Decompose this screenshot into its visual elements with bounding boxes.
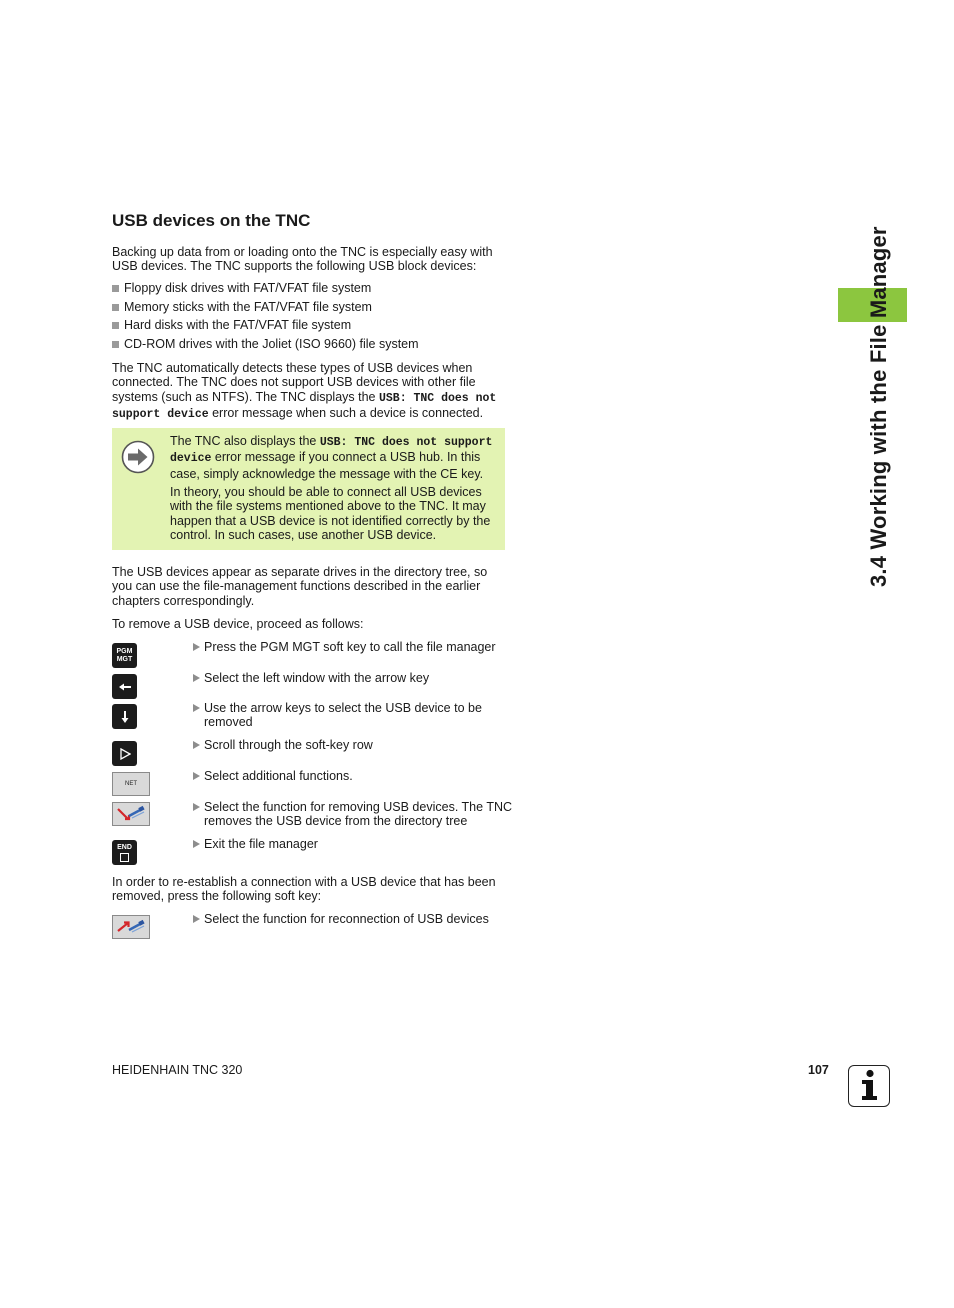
step-text: Press the PGM MGT soft key to call the file manager <box>193 640 513 654</box>
net-softkey[interactable]: NET <box>112 772 150 796</box>
step-triangle-icon <box>193 772 200 780</box>
list-item: Hard disks with the FAT/VFAT file system <box>112 318 512 337</box>
note-paragraph-2: In theory, you should be able to connect all USB devices with the file systems mentioned above to the TNC. It may happen that a USB device is not identified correctly by the control. In such cases, use another USB device. <box>170 485 491 543</box>
step-text: Select the function for reconnection of USB devices <box>193 912 513 926</box>
error-message-code: USB: TNC does not support device <box>170 436 493 466</box>
usb-device-list <box>112 281 512 355</box>
bullet-square-icon <box>112 304 119 311</box>
arrow-down-key[interactable] <box>112 704 137 729</box>
section-heading: USB devices on the TNC <box>112 211 311 230</box>
info-icon <box>848 1065 890 1107</box>
usb-reconnect-softkey[interactable] <box>112 915 150 939</box>
detect-paragraph: The TNC automatically detects these types of USB devices when connected. The TNC does not support USB devices with other file systems (such as NTFS). The TNC displays the USB: TNC does not support device error message when such a device is connected. <box>112 361 497 422</box>
note-paragraph-1: The TNC also displays the USB: TNC does not support device error message if you connect a USB hub. In this case, simply acknowledge the message with the CE key. <box>170 434 493 481</box>
chapter-title: 3.4 Working with the File Manager <box>866 226 891 587</box>
next-softkey-row-key[interactable] <box>112 741 137 766</box>
step-triangle-icon <box>193 840 200 848</box>
reconnect-paragraph: In order to re-establish a connection with a USB device that has been removed, press the following soft key: <box>112 875 496 904</box>
arrow-down-icon <box>120 710 130 724</box>
end-square-icon <box>120 853 129 862</box>
arrow-left-key[interactable] <box>112 674 137 699</box>
list-item: Memory sticks with the FAT/VFAT file system <box>112 300 512 319</box>
step-text: Exit the file manager <box>193 837 513 851</box>
step-text: Select the function for removing USB devices. The TNC removes the USB device from the directory tree <box>193 800 513 829</box>
drives-paragraph: The USB devices appear as separate drives in the directory tree, so you can use the file-management functions described in the earlier chapters correspondingly. <box>112 565 488 608</box>
step-triangle-icon <box>193 674 200 682</box>
step-text: Scroll through the soft-key row <box>193 738 513 752</box>
page-number: 107 <box>808 1063 829 1077</box>
play-next-icon <box>119 748 131 760</box>
step-triangle-icon <box>193 704 200 712</box>
bullet-square-icon <box>112 285 119 292</box>
intro-paragraph: Backing up data from or loading onto the TNC is especially easy with USB devices. The TNC supports the following USB block devices: <box>112 245 493 274</box>
pgm-mgt-key[interactable]: PGM MGT <box>112 643 137 668</box>
step-triangle-icon <box>193 741 200 749</box>
step-triangle-icon <box>193 643 200 651</box>
footer-product: HEIDENHAIN TNC 320 <box>112 1063 243 1077</box>
arrow-right-circle-icon <box>121 440 155 474</box>
step-triangle-icon <box>193 915 200 923</box>
list-item: CD-ROM drives with the Joliet (ISO 9660) file system <box>112 337 512 356</box>
note-box <box>112 428 505 550</box>
remove-intro: To remove a USB device, proceed as follows: <box>112 617 364 631</box>
end-key[interactable]: END <box>112 840 137 865</box>
bullet-square-icon <box>112 322 119 329</box>
arrow-left-icon <box>118 682 132 692</box>
step-text: Select additional functions. <box>193 769 513 783</box>
step-triangle-icon <box>193 803 200 811</box>
usb-remove-icon <box>115 805 147 823</box>
error-message-code: USB: TNC does not support device <box>112 391 497 422</box>
bullet-square-icon <box>112 341 119 348</box>
step-text: Use the arrow keys to select the USB device to be removed <box>193 701 513 730</box>
step-text: Select the left window with the arrow key <box>193 671 513 685</box>
list-item: Floppy disk drives with FAT/VFAT file system <box>112 281 512 300</box>
usb-reconnect-icon <box>115 918 147 936</box>
usb-remove-softkey[interactable] <box>112 802 150 826</box>
